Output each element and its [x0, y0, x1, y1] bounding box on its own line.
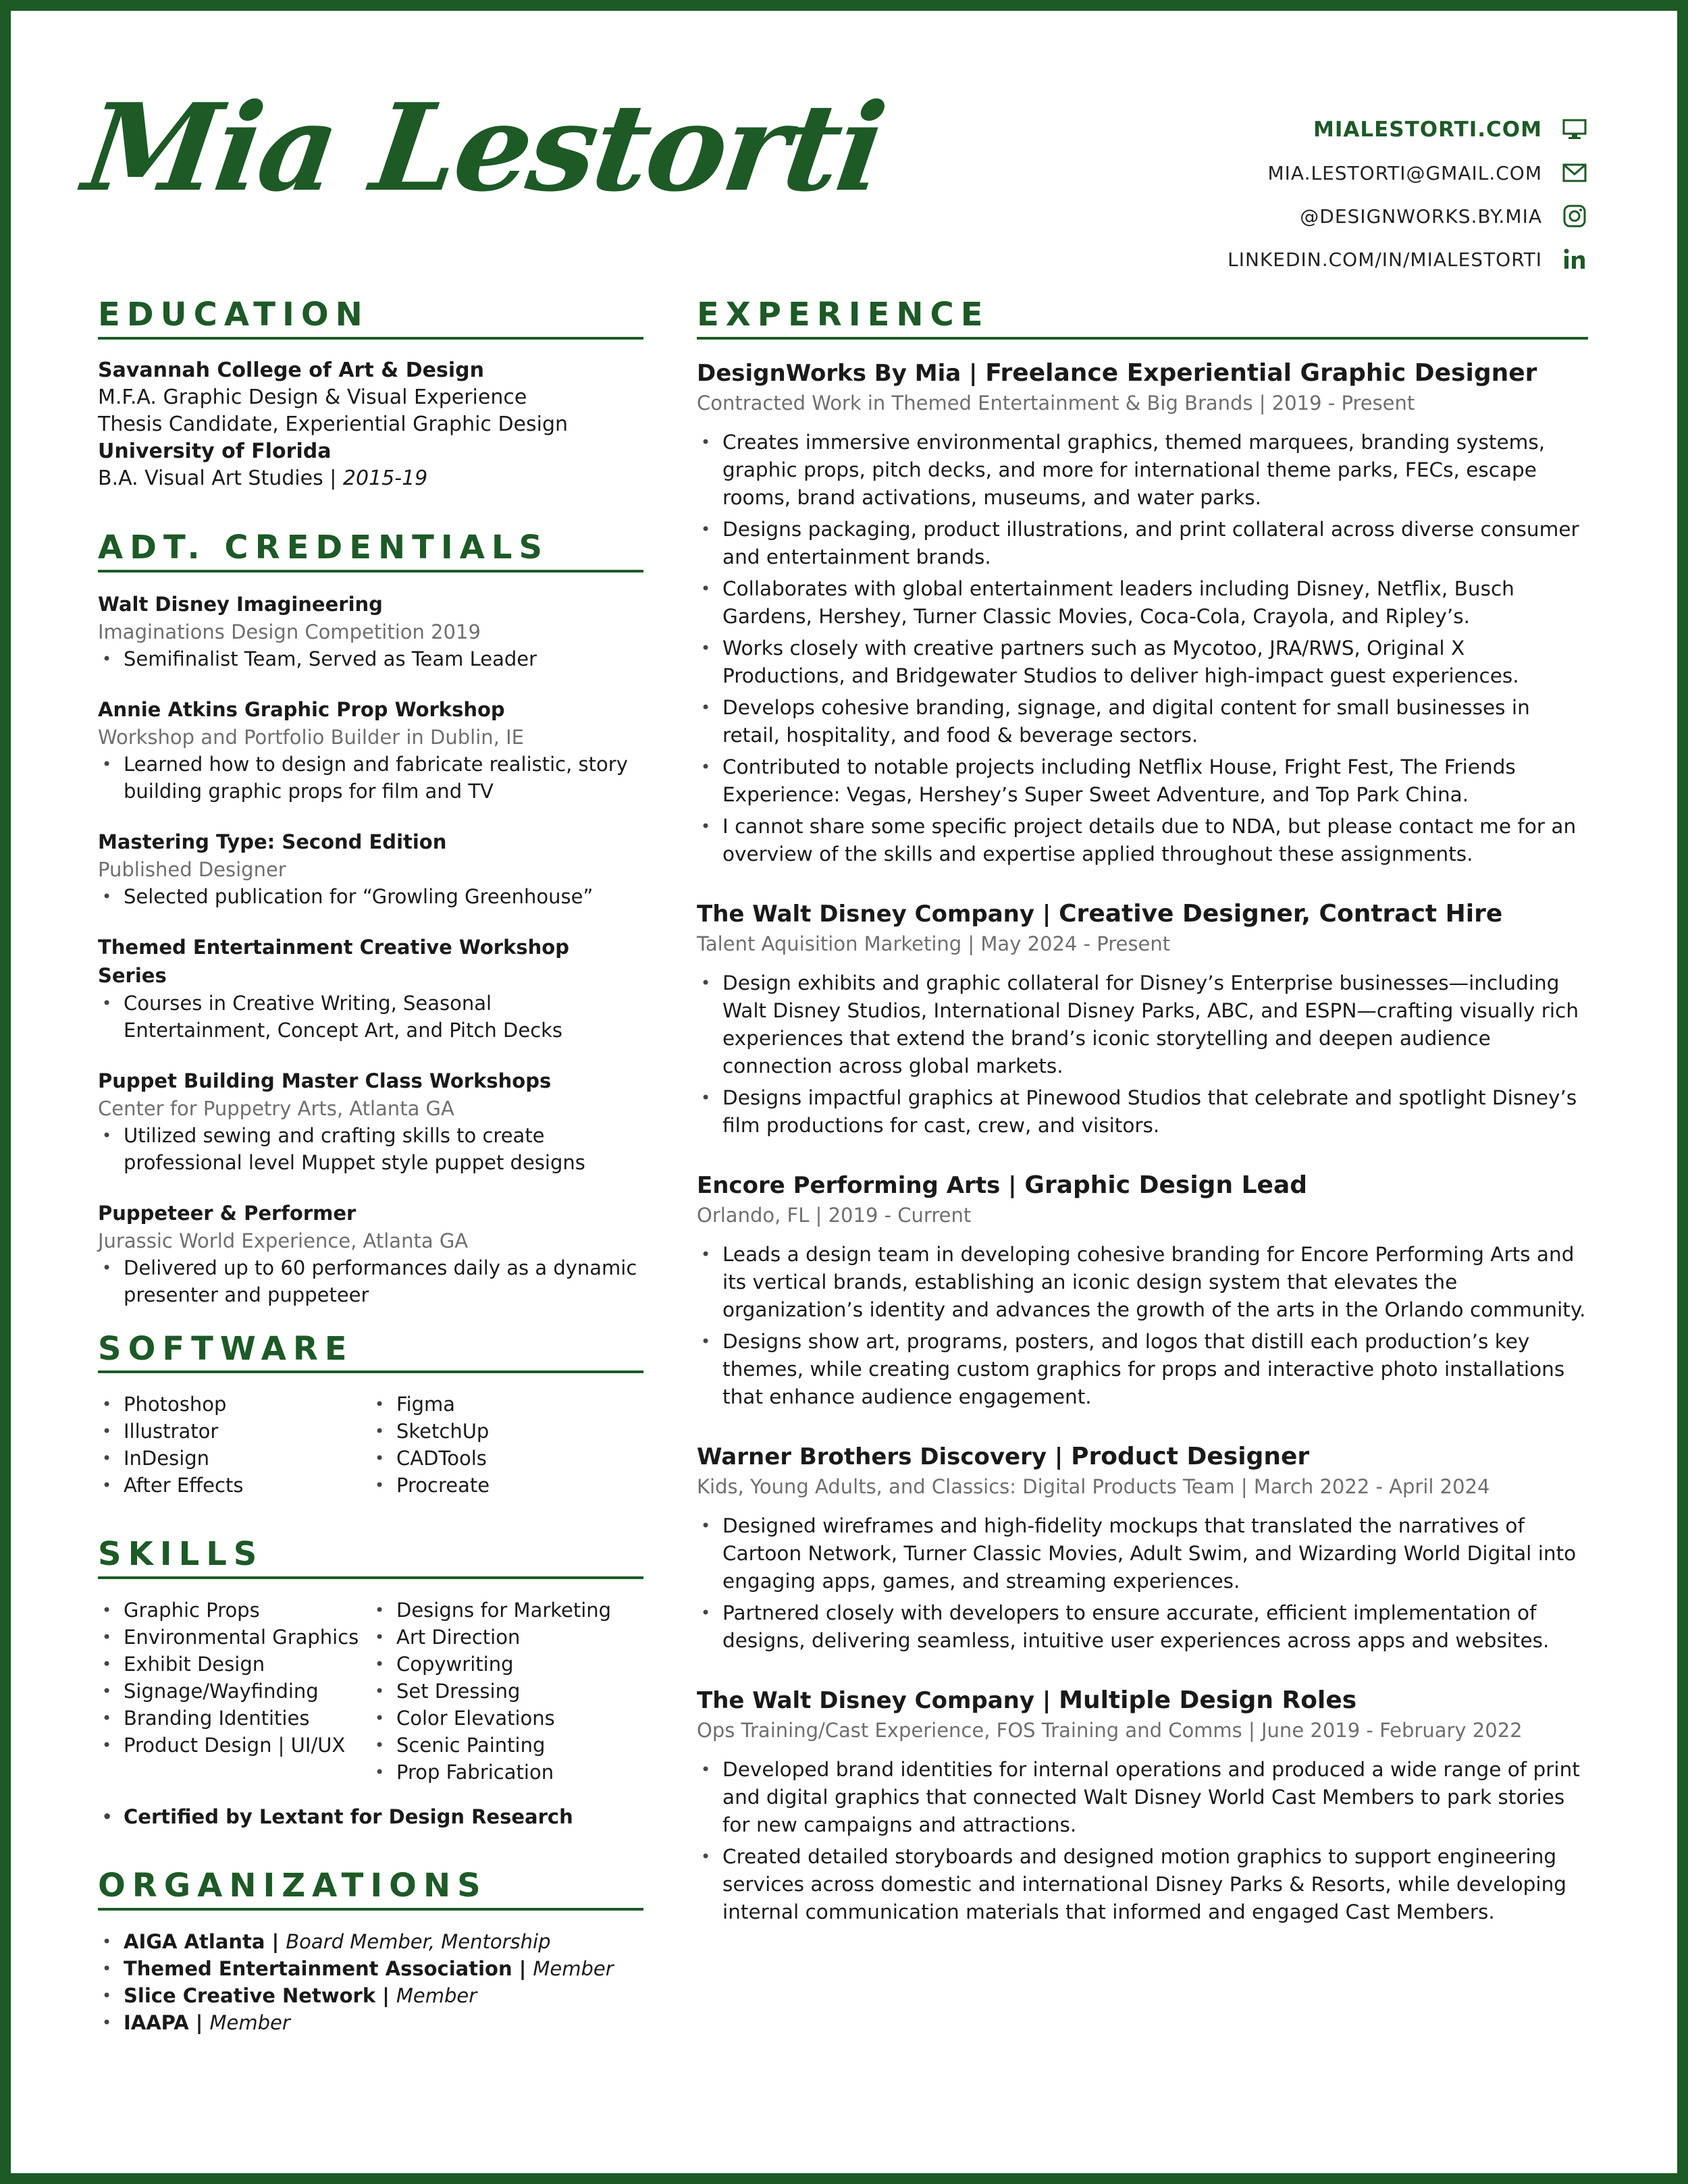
credential-bullets — [98, 883, 643, 910]
organization-item — [98, 2009, 643, 2036]
job-company: Warner Brothers Discovery | — [697, 1443, 1072, 1470]
job-subtitle: Contracted Work in Themed Entertainment & Big Brands | 2019 - Present — [697, 391, 1415, 415]
credential-subtitle: Jurassic World Experience, Atlanta GA — [98, 1229, 469, 1252]
job-bullet: • Works closely with creative partners such as Mycotoo, JRA/RWS, Original X Productions, and Bridgewater Studios to deliver high-impact guest experiences. — [697, 635, 1588, 690]
instagram-icon — [1561, 203, 1588, 230]
credential-title: Annie Atkins Graphic Prop Workshop — [98, 697, 505, 721]
job-subtitle: Orlando, FL | 2019 - Current — [697, 1203, 972, 1227]
job-bullet: • Designed wireframes and high-fidelity mockups that translated the narratives of Cartoon Network, Turner Classic Movies, Adult Swim, and Wizarding World Digital into engaging apps, games, and streaming experiences. — [697, 1512, 1588, 1595]
job-bullets — [697, 1241, 1588, 1411]
mail-icon — [1561, 159, 1588, 186]
degree-note: Thesis Candidate, Experiential Graphic Design — [98, 412, 569, 436]
organization-name: IAAPA | — [124, 2010, 210, 2034]
credential-entry — [98, 1199, 643, 1308]
monitor-icon — [1561, 116, 1588, 143]
skill-item: • Copywriting — [371, 1651, 643, 1678]
job-role: Freelance Experiential Graphic Designer — [985, 358, 1537, 387]
skills-list — [98, 1597, 643, 1786]
credential-entry — [98, 590, 643, 672]
job-entry — [697, 357, 1588, 868]
credential-bullets — [98, 1254, 643, 1308]
organization-item — [98, 1955, 643, 1982]
job-bullet: • Developed brand identities for internal operations and produced a wide range of print and digital graphics that connected Walt Disney World Cast Members to park stories for new campaigns and attractions. — [697, 1756, 1588, 1839]
job-heading — [697, 1169, 1588, 1202]
linkedin-text[interactable]: LINKEDIN.COM/IN/MIALESTORTI — [1228, 248, 1542, 271]
job-bullet: • Design exhibits and graphic collateral for Disney’s Enterprise businesses—including Walt Disney Studios, International Disney Parks, ABC, and ESPN—crafting visually rich experiences that extend the brand’s iconic storytelling and deepen audience connection across global markets. — [697, 969, 1588, 1080]
skill-item: • Designs for Marketing — [371, 1597, 643, 1624]
job-subtitle: Talent Aquisition Marketing | May 2024 - Present — [697, 932, 1171, 955]
organizations-heading: ORGANIZATIONS — [98, 1868, 643, 1911]
credential-bullet: • Semifinalist Team, Served as Team Leader — [98, 645, 643, 672]
job-heading — [697, 1441, 1588, 1473]
linkedin-icon — [1561, 246, 1588, 273]
credential-bullets — [98, 751, 643, 805]
organization-name: Themed Entertainment Association | — [124, 1956, 533, 1980]
job-bullets — [697, 429, 1588, 868]
job-entry — [697, 898, 1588, 1140]
job-subtitle: Ops Training/Cast Experience, FOS Training and Comms | June 2019 - February 2022 — [697, 1718, 1523, 1742]
job-bullet: • Leads a design team in developing cohesive branding for Encore Performing Arts and its vertical brands, establishing an iconic design system that elevates the organization’s identity and advances the growth of the arts in the Orlando community. — [697, 1241, 1588, 1324]
email-text[interactable]: MIA.LESTORTI@GMAIL.COM — [1267, 161, 1542, 184]
job-bullets — [697, 1756, 1588, 1926]
credential-entry — [98, 695, 643, 805]
skill-item: • Set Dressing — [371, 1678, 643, 1705]
credential-subtitle: Center for Puppetry Arts, Atlanta GA — [98, 1096, 454, 1120]
job-bullet: • I cannot share some specific project details due to NDA, but please contact me for an overview of the skills and expertise applied throughout these assignments. — [697, 813, 1588, 868]
organizations-list — [98, 1928, 643, 2036]
instagram-row[interactable] — [980, 194, 1588, 238]
job-role: Product Designer — [1071, 1442, 1310, 1470]
job-role: Creative Designer, Contract Hire — [1059, 899, 1503, 928]
credential-bullet: • Delivered up to 60 performances daily as a dynamic presenter and puppeteer — [98, 1254, 643, 1308]
job-entry — [697, 1441, 1588, 1655]
job-company: The Walt Disney Company | — [697, 1686, 1059, 1714]
degree: B.A. Visual Art Studies | 2015-19 — [98, 466, 428, 490]
job-company: Encore Performing Arts | — [697, 1171, 1025, 1199]
skill-item: • Environmental Graphics — [98, 1624, 371, 1651]
skill-item: • Signage/Wayfinding — [98, 1678, 371, 1705]
organization-role: Member — [209, 2010, 290, 2034]
contact-block — [980, 108, 1588, 281]
software-list — [98, 1391, 643, 1499]
skill-item: • Scenic Painting — [371, 1732, 643, 1759]
job-heading — [697, 357, 1588, 390]
skill-item: • Color Elevations — [371, 1705, 643, 1732]
software-item: • SketchUp — [371, 1418, 643, 1445]
credential-title: Mastering Type: Second Edition — [98, 830, 447, 853]
skill-item: • Branding Identities — [98, 1705, 371, 1732]
credential-title: Themed Entertainment Creative Workshop Series — [98, 935, 569, 987]
credentials-list — [98, 590, 643, 1308]
credential-bullets — [98, 990, 643, 1044]
skill-item: • Graphic Props — [98, 1597, 371, 1624]
job-heading — [697, 1684, 1588, 1717]
software-item: • Illustrator — [98, 1418, 371, 1445]
organization-item — [98, 1928, 643, 1955]
education-heading: EDUCATION — [98, 297, 643, 340]
job-bullet: • Partnered closely with developers to ensure accurate, efficient implementation of designs, delivering seamless, intuitive user experiences across apps and websites. — [697, 1599, 1588, 1655]
credential-entry — [98, 933, 643, 1044]
website-row[interactable] — [980, 108, 1588, 151]
credential-title: Walt Disney Imagineering — [98, 592, 383, 616]
organization-role: Member — [533, 1956, 614, 1980]
certification — [98, 1803, 643, 1830]
software-column — [371, 1391, 643, 1499]
credential-bullet: • Courses in Creative Writing, Seasonal Entertainment, Concept Art, and Pitch Decks — [98, 990, 643, 1044]
skill-item: • Art Direction — [371, 1624, 643, 1651]
credential-bullets — [98, 1122, 643, 1176]
credential-bullet: • Learned how to design and fabricate realistic, story building graphic props for film and TV — [98, 751, 643, 805]
software-item: • InDesign — [98, 1445, 371, 1472]
credential-subtitle: Imaginations Design Competition 2019 — [98, 620, 481, 643]
credential-bullet: • Utilized sewing and crafting skills to create professional level Muppet style puppet designs — [98, 1122, 643, 1176]
software-item: • Photoshop — [98, 1391, 371, 1418]
software-heading: SOFTWARE — [98, 1331, 643, 1374]
credential-entry — [98, 828, 643, 910]
credential-title: Puppet Building Master Class Workshops — [98, 1069, 552, 1092]
organization-item — [98, 1982, 643, 2009]
left-column — [98, 297, 643, 2036]
job-entry — [697, 1169, 1588, 1411]
job-bullets — [697, 1512, 1588, 1655]
credential-subtitle: Workshop and Portfolio Builder in Dublin, IE — [98, 725, 524, 749]
software-column — [98, 1391, 371, 1499]
job-bullet: • Designs packaging, product illustrations, and print collateral across diverse consumer and entertainment brands. — [697, 516, 1588, 571]
credential-subtitle: Published Designer — [98, 857, 286, 881]
credential-entry — [98, 1067, 643, 1176]
job-bullet: • Develops cohesive branding, signage, and digital content for small businesses in retail, hospitality, and food & beverage sectors. — [697, 694, 1588, 749]
skill-item: • Exhibit Design — [98, 1651, 371, 1678]
software-item: • After Effects — [98, 1472, 371, 1499]
credentials-heading: ADT. CREDENTIALS — [98, 530, 643, 572]
right-column — [697, 297, 1588, 1956]
job-bullet: • Designs show art, programs, posters, and logos that distill each production’s key themes, while creating custom graphics for props and interactive photo installations that enhance audience engagement. — [697, 1328, 1588, 1411]
instagram-text[interactable]: @DESIGNWORKS.BY.MIA — [1300, 205, 1542, 228]
software-item: • Procreate — [371, 1472, 643, 1499]
degree-years: 2015-19 — [342, 466, 428, 490]
job-bullet: • Collaborates with global entertainment leaders including Disney, Netflix, Busch Gardens, Hershey, Turner Classic Movies, Coca-Cola, Crayola, and Ripley’s. — [697, 575, 1588, 631]
skill-item: • Product Design | UI/UX — [98, 1732, 371, 1759]
organization-name: AIGA Atlanta | — [124, 1929, 286, 1953]
credential-title: Puppeteer & Performer — [98, 1201, 357, 1225]
job-bullet: • Created detailed storyboards and designed motion graphics to support engineering services across domestic and international Disney Parks & Resorts, while developing internal communication materials that informed and engaged Cast Members. — [697, 1843, 1588, 1926]
job-entry — [697, 1684, 1588, 1926]
experience-list — [697, 357, 1588, 1926]
job-bullet: • Creates immersive environmental graphics, themed marquees, branding systems, graphic props, pitch decks, and more for international theme parks, FECs, escape rooms, brand activations, museums, and water parks. — [697, 429, 1588, 512]
degree: M.F.A. Graphic Design & Visual Experience — [98, 385, 527, 409]
website-text[interactable]: MIALESTORTI.COM — [1313, 117, 1542, 142]
job-role: Multiple Design Roles — [1059, 1686, 1357, 1714]
organization-role: Member — [396, 1983, 477, 2007]
credential-bullet: • Selected publication for “Growling Greenhouse” — [98, 883, 643, 910]
job-company: The Walt Disney Company | — [697, 900, 1059, 928]
software-item: • Figma — [371, 1391, 643, 1418]
skills-column — [371, 1597, 643, 1786]
job-subtitle: Kids, Young Adults, and Classics: Digital Products Team | March 2022 - April 2024 — [697, 1474, 1490, 1498]
organization-role: Board Member, Mentorship — [286, 1929, 551, 1953]
credential-bullets — [98, 645, 643, 672]
job-bullets — [697, 969, 1588, 1140]
job-bullet: • Contributed to notable projects including Netflix House, Fright Fest, The Friends Experience: Vegas, Hershey’s Super Sweet Adventure, and Top Park China. — [697, 753, 1588, 809]
school-name: Savannah College of Art & Design — [98, 358, 484, 382]
skills-heading: SKILLS — [98, 1537, 643, 1579]
job-company: DesignWorks By Mia | — [697, 359, 986, 387]
skill-item: • Prop Fabrication — [371, 1759, 643, 1786]
job-bullet: • Designs impactful graphics at Pinewood Studios that celebrate and spotlight Disney’s film productions for cast, crew, and visitors. — [697, 1084, 1588, 1140]
skills-column — [98, 1597, 371, 1786]
certification-item: • Certified by Lextant for Design Research — [98, 1803, 643, 1830]
school-name: University of Florida — [98, 439, 332, 463]
job-heading — [697, 898, 1588, 930]
email-row[interactable] — [980, 151, 1588, 194]
organization-name: Slice Creative Network | — [124, 1983, 396, 2007]
linkedin-row[interactable] — [980, 238, 1588, 281]
resume-name: Mia Lestorti — [76, 77, 891, 218]
job-role: Graphic Design Lead — [1024, 1171, 1308, 1199]
software-item: • CADTools — [371, 1445, 643, 1472]
experience-heading: EXPERIENCE — [697, 297, 1588, 340]
